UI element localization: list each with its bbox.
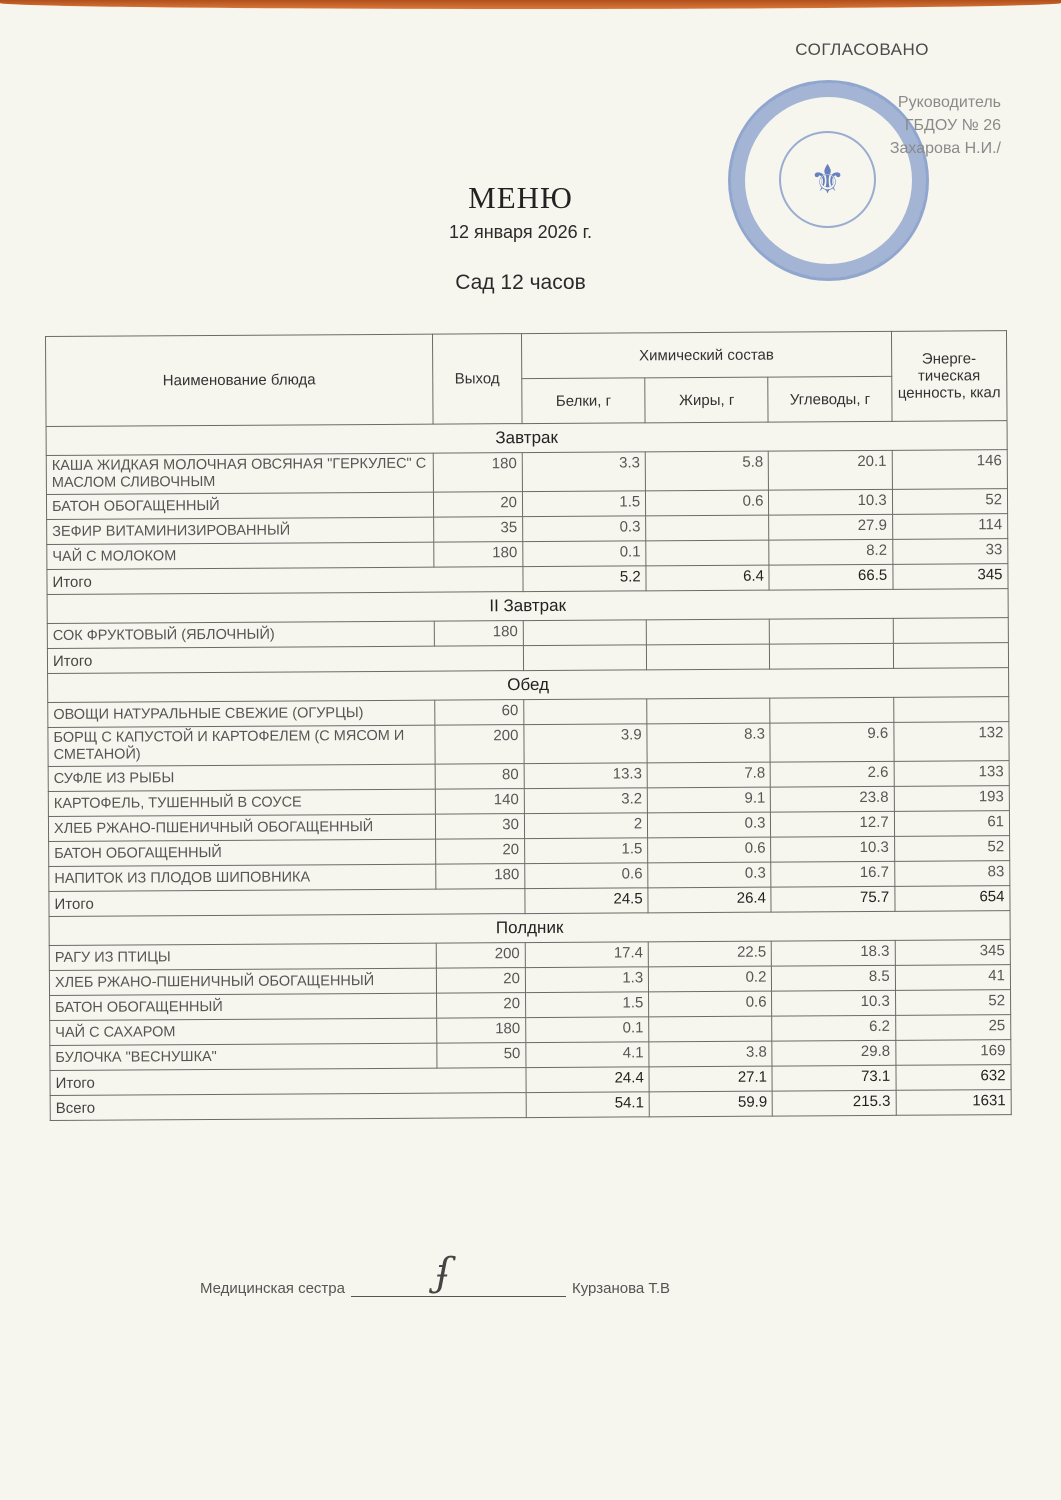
total-carbs: 73.1 (772, 1065, 895, 1091)
total-protein: 24.5 (525, 888, 648, 914)
dish-name: СУФЛЕ ИЗ РЫБЫ (48, 764, 435, 791)
dish-name: ЧАЙ С САХАРОМ (50, 1018, 437, 1045)
dish-output: 140 (435, 789, 524, 815)
dish-protein (524, 699, 647, 725)
dish-name: БУЛОЧКА "ВЕСНУШКА" (50, 1043, 437, 1070)
dish-output: 20 (436, 968, 525, 994)
approval-line: Руководитель (897, 94, 1001, 111)
emblem-icon: ⚜ (779, 131, 876, 228)
section-title: Завтрак (46, 421, 1007, 456)
dish-kcal: 61 (894, 811, 1009, 837)
dish-name: БАТОН ОБОГАЩЕННЫЙ (46, 492, 433, 519)
dish-output: 200 (435, 725, 524, 765)
dish-kcal: 169 (896, 1040, 1011, 1066)
total-fat (647, 644, 770, 670)
dish-fat: 0.6 (646, 490, 769, 516)
page-title: МЕНЮ (468, 180, 573, 215)
dish-kcal: 133 (894, 761, 1009, 787)
approval-line: Захарова Н.И./ (889, 140, 1001, 157)
dish-protein: 1.5 (525, 838, 648, 864)
total-label: Итого (47, 646, 523, 674)
approval-heading: СОГЛАСОВАНО (795, 40, 929, 59)
dish-carbs: 9.6 (770, 722, 893, 762)
dish-carbs: 29.8 (772, 1040, 895, 1066)
dish-kcal (893, 618, 1008, 644)
dish-output: 200 (436, 943, 525, 969)
menu-subtitle: Сад 12 часов (455, 271, 586, 294)
dish-fat: 5.8 (645, 451, 768, 491)
menu-date: 12 января 2026 г. (448, 222, 593, 242)
dish-name: ЗЕФИР ВИТАМИНИЗИРОВАННЫЙ (47, 517, 434, 544)
total-fat: 6.4 (646, 565, 769, 591)
header-protein: Белки, г (522, 378, 646, 424)
total-protein: 24.4 (526, 1067, 649, 1093)
dish-output: 180 (434, 621, 523, 647)
dish-protein: 0.1 (526, 1017, 649, 1043)
dish-protein: 3.9 (524, 724, 647, 764)
dish-fat: 3.8 (649, 1041, 772, 1067)
dish-kcal (893, 697, 1008, 723)
header-carbs: Углеводы, г (768, 376, 892, 422)
dish-carbs: 16.7 (771, 861, 894, 887)
dish-kcal: 33 (892, 539, 1007, 565)
dish-carbs: 10.3 (772, 990, 895, 1016)
dish-kcal: 52 (894, 836, 1009, 862)
dish-name: ХЛЕБ РЖАНО-ПШЕНИЧНЫЙ ОБОГАЩЕННЫЙ (48, 814, 435, 841)
signature-block (200, 1250, 671, 1297)
dish-fat: 0.3 (648, 812, 771, 838)
dish-fat (649, 1016, 772, 1042)
dish-protein: 17.4 (525, 942, 648, 968)
dish-fat: 0.6 (649, 991, 772, 1017)
dish-protein: 3.3 (522, 452, 645, 492)
dish-fat (646, 515, 769, 541)
total-carbs: 75.7 (771, 886, 894, 912)
signature-icon: ʄ (435, 1250, 451, 1294)
total-kcal (893, 643, 1008, 669)
dish-kcal: 132 (894, 722, 1010, 762)
dish-protein: 0.6 (525, 863, 648, 889)
total-protein (523, 645, 646, 671)
dish-carbs: 8.2 (769, 539, 892, 565)
dish-protein: 1.3 (525, 967, 648, 993)
dish-kcal: 52 (892, 489, 1007, 515)
section-title: Обед (48, 668, 1009, 703)
grand-total-row (50, 1090, 1011, 1121)
dish-fat: 0.2 (649, 966, 772, 992)
dish-fat: 0.3 (648, 862, 771, 888)
dish-carbs: 6.2 (772, 1015, 895, 1041)
dish-output: 20 (436, 993, 525, 1019)
grand-total-label: Всего (50, 1093, 526, 1121)
total-label: Итого (50, 1068, 526, 1096)
dish-name: СОК ФРУКТОВЫЙ (ЯБЛОЧНЫЙ) (47, 621, 434, 648)
header-output: Выход (432, 334, 522, 425)
total-kcal: 345 (893, 564, 1008, 590)
table-row (46, 450, 1007, 495)
dish-kcal: 41 (895, 965, 1010, 991)
dish-name: ХЛЕБ РЖАНО-ПШЕНИЧНЫЙ ОБОГАЩЕННЫЙ (49, 968, 436, 995)
header-chemical: Химический состав (521, 331, 891, 378)
total-kcal: 654 (895, 886, 1010, 912)
dish-carbs: 12.7 (771, 811, 894, 837)
dish-output: 20 (435, 839, 524, 865)
dish-fat (646, 540, 769, 566)
dish-output: 20 (433, 492, 522, 518)
dish-name: НАПИТОК ИЗ ПЛОДОВ ШИПОВНИКА (49, 864, 436, 891)
dish-kcal: 193 (894, 786, 1009, 812)
header-dish-name: Наименование блюда (46, 334, 433, 426)
dish-name: БАТОН ОБОГАЩЕННЫЙ (50, 993, 437, 1020)
dish-name: ЧАЙ С МОЛОКОМ (47, 542, 434, 569)
dish-name: БАТОН ОБОГАЩЕННЫЙ (49, 839, 436, 866)
dish-protein: 13.3 (524, 763, 647, 789)
dish-fat: 9.1 (647, 787, 770, 813)
approval-line: ГБДОУ № 26 (904, 117, 1001, 134)
dish-output: 180 (436, 864, 525, 890)
dish-fat: 0.6 (648, 837, 771, 863)
total-label: Итого (49, 889, 525, 917)
dish-kcal: 25 (895, 1015, 1010, 1041)
dish-carbs: 2.6 (771, 761, 894, 787)
total-carbs (770, 643, 893, 669)
approval-block (795, 38, 1001, 160)
dish-output: 180 (436, 1018, 525, 1044)
menu-table (45, 330, 1012, 1121)
dish-fat: 8.3 (647, 723, 770, 763)
dish-name: ОВОЩИ НАТУРАЛЬНЫЕ СВЕЖИЕ (ОГУРЦЫ) (48, 700, 435, 727)
dish-protein: 1.5 (525, 992, 648, 1018)
nurse-name: Курзанова Т.В (571, 1280, 671, 1297)
grand-total-protein: 54.1 (526, 1092, 649, 1118)
dish-protein (523, 620, 646, 646)
dish-output: 30 (435, 814, 524, 840)
dish-fat: 7.8 (647, 762, 770, 788)
dish-protein: 1.5 (522, 491, 645, 517)
total-protein: 5.2 (523, 566, 646, 592)
dish-carbs: 18.3 (772, 940, 895, 966)
total-kcal: 632 (896, 1065, 1011, 1091)
dish-fat (646, 619, 769, 645)
total-carbs: 66.5 (769, 564, 892, 590)
dish-carbs (770, 618, 893, 644)
dish-fat: 22.5 (648, 941, 771, 967)
header (0, 180, 1061, 295)
dish-output: 180 (433, 453, 522, 493)
total-fat: 27.1 (649, 1066, 772, 1092)
dish-fat (647, 698, 770, 724)
header-fat: Жиры, г (645, 377, 769, 423)
dish-output: 35 (433, 517, 522, 543)
dish-kcal: 52 (895, 990, 1010, 1016)
dish-carbs: 8.5 (772, 965, 895, 991)
dish-kcal: 146 (892, 450, 1008, 490)
table-row (48, 722, 1009, 767)
dish-name: КАША ЖИДКАЯ МОЛОЧНАЯ ОВСЯНАЯ "ГЕРКУЛЕС" С МАСЛОМ СЛИВОЧНЫМ (46, 453, 433, 494)
dish-protein: 3.2 (524, 788, 647, 814)
dish-carbs: 23.8 (771, 786, 894, 812)
dish-kcal: 114 (892, 514, 1007, 540)
dish-carbs: 20.1 (769, 450, 892, 490)
grand-total-kcal: 1631 (896, 1090, 1011, 1116)
dish-carbs (770, 697, 893, 723)
dish-output: 50 (437, 1043, 526, 1069)
dish-output: 80 (435, 764, 524, 790)
dish-protein: 2 (524, 813, 647, 839)
dish-protein: 0.3 (523, 516, 646, 542)
dish-name: РАГУ ИЗ ПТИЦЫ (49, 943, 436, 970)
header-energy: Энерге-тическая ценность, ккал (891, 331, 1007, 422)
dish-protein: 0.1 (523, 541, 646, 567)
dish-carbs: 10.3 (771, 836, 894, 862)
dish-kcal: 83 (894, 861, 1009, 887)
dish-name: КАРТОФЕЛЬ, ТУШЕННЫЙ В СОУСЕ (48, 789, 435, 816)
dish-output: 60 (435, 700, 524, 726)
section-title: II Завтрак (47, 589, 1008, 624)
nurse-role: Медицинская сестра (200, 1280, 345, 1297)
total-label: Итого (47, 567, 523, 595)
dish-protein: 4.1 (526, 1042, 649, 1068)
dish-carbs: 27.9 (769, 514, 892, 540)
grand-total-carbs: 215.3 (773, 1090, 896, 1116)
grand-total-fat: 59.9 (649, 1091, 772, 1117)
dish-carbs: 10.3 (769, 489, 892, 515)
section-title: Полдник (49, 911, 1010, 946)
page-top-edge (0, 0, 1061, 9)
total-fat: 26.4 (648, 887, 771, 913)
dish-name: БОРЩ С КАПУСТОЙ И КАРТОФЕЛЕМ (С МЯСОМ И СМЕТАНОЙ) (48, 725, 435, 766)
signature-line (351, 1250, 566, 1297)
dish-kcal: 345 (895, 940, 1010, 966)
dish-output: 180 (434, 542, 523, 568)
